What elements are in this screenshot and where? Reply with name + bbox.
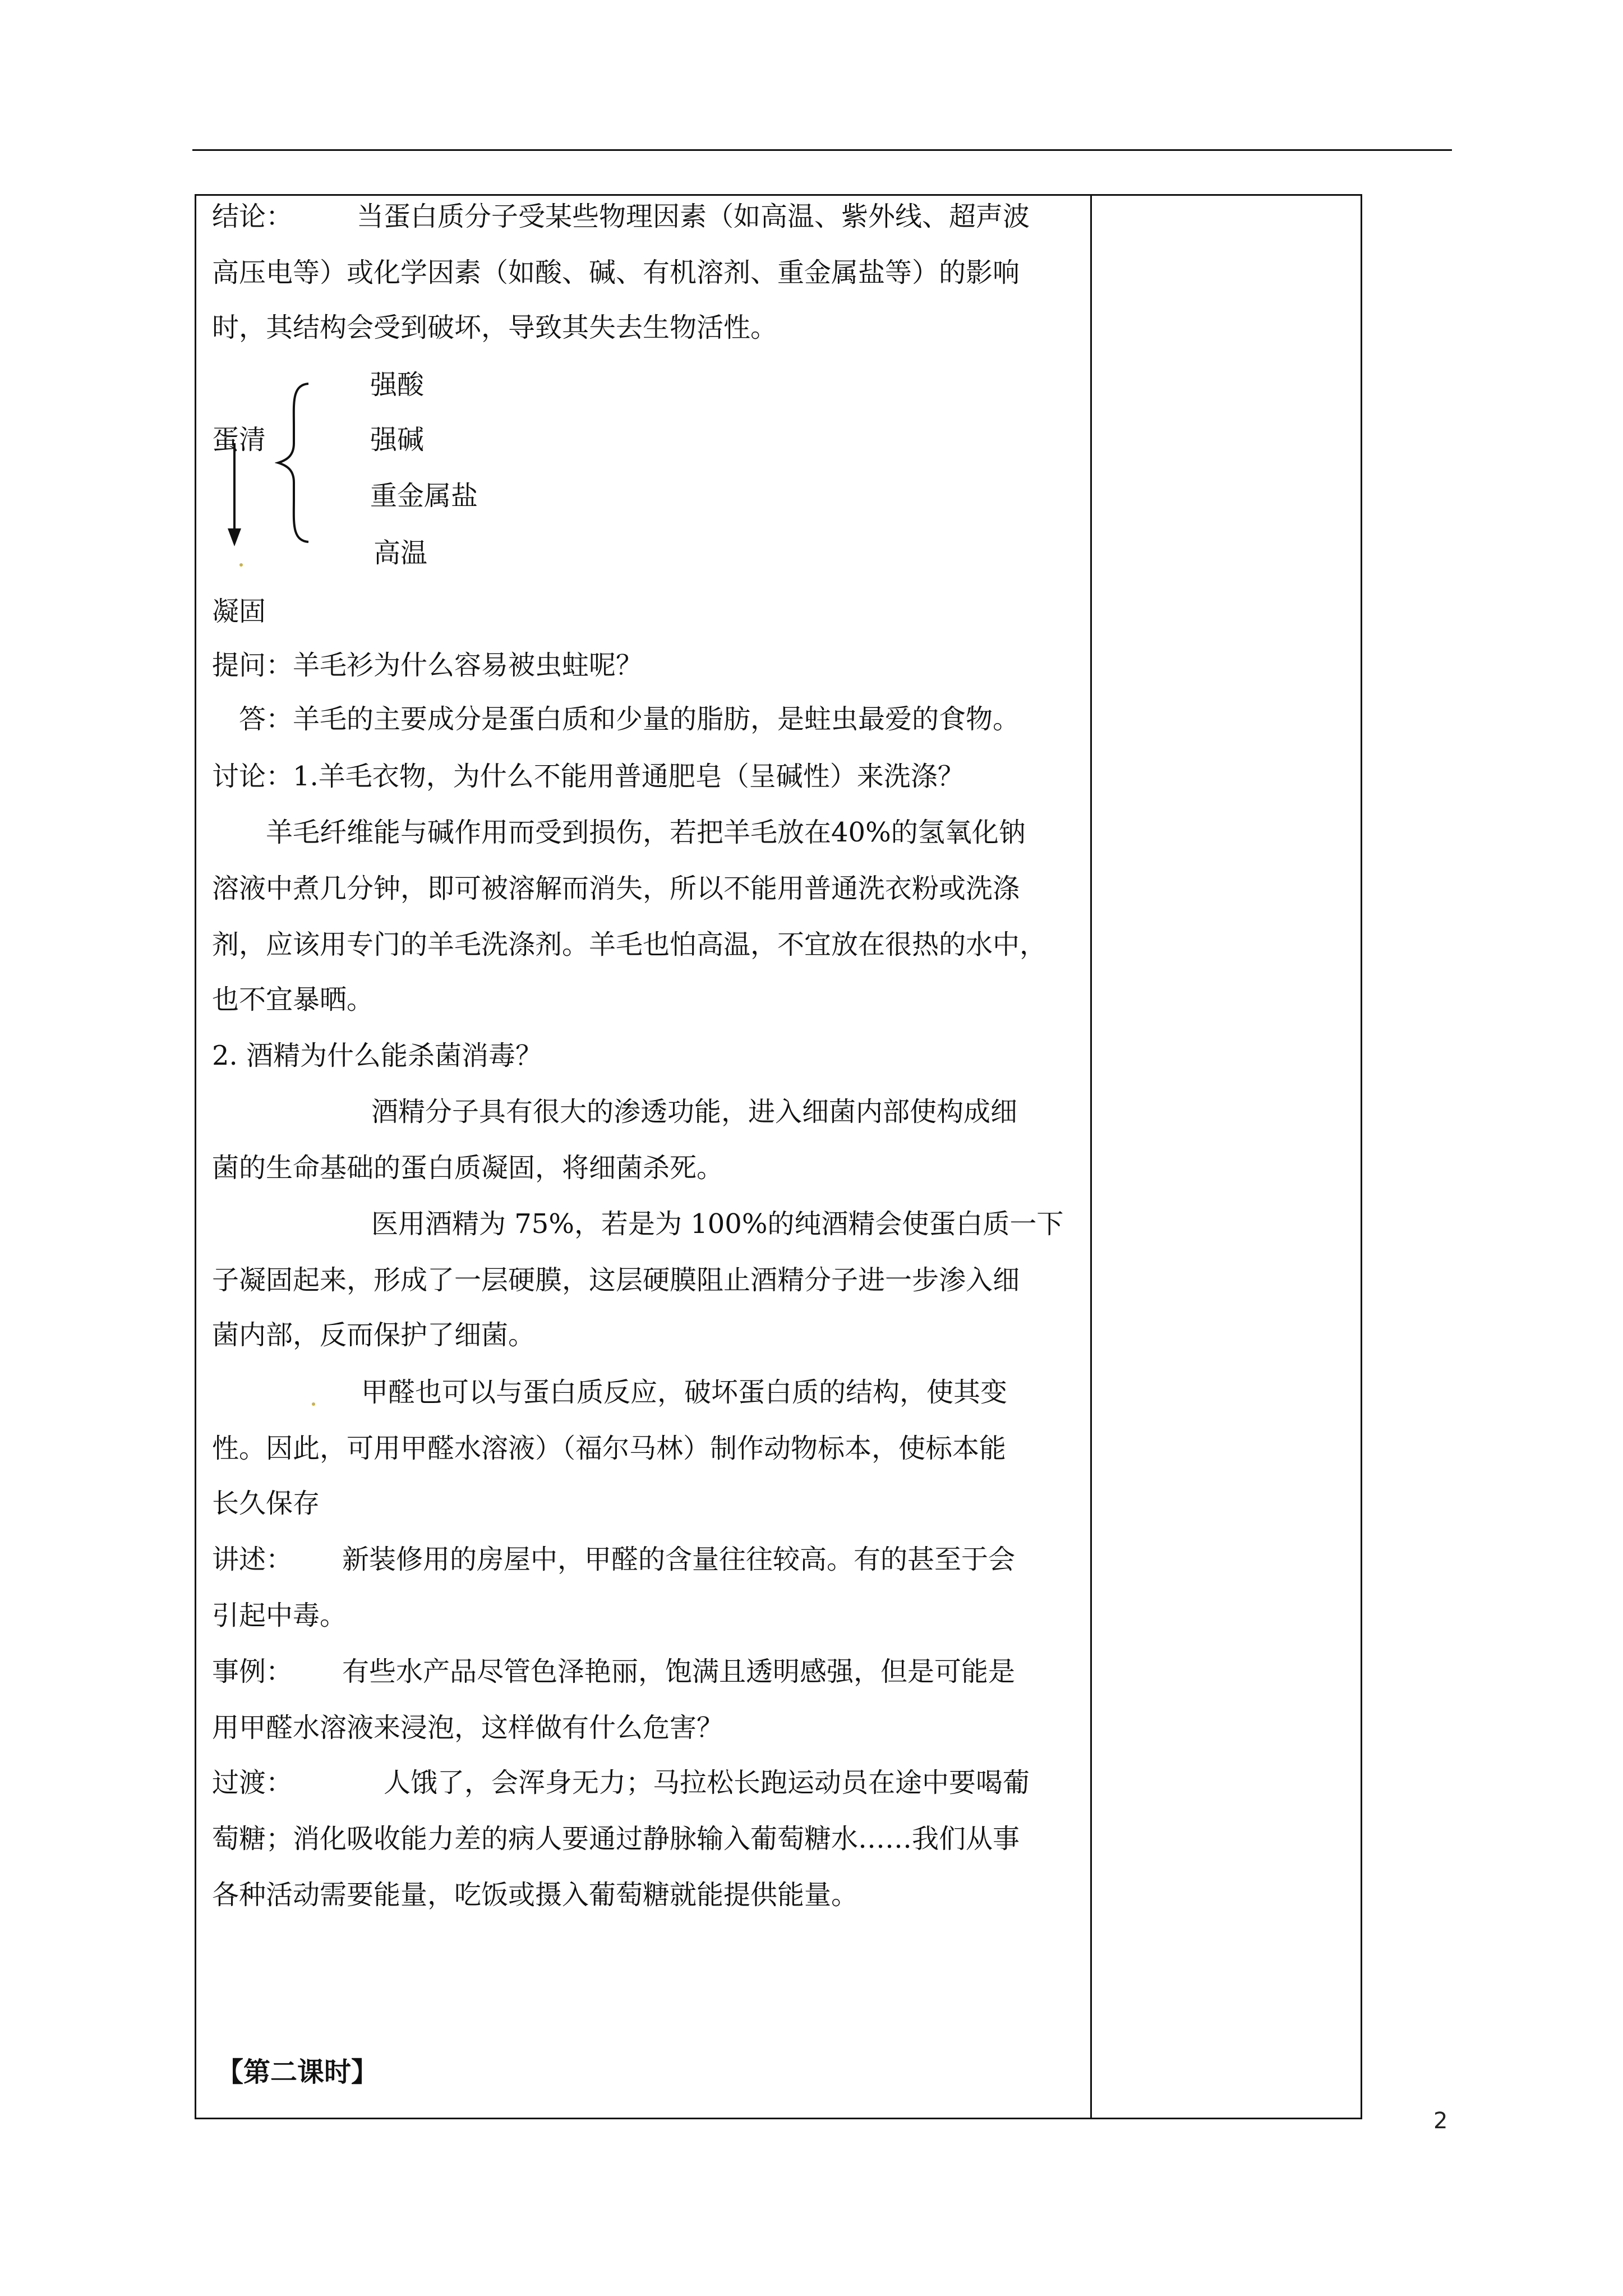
stray-dot-mark (239, 563, 243, 567)
narration-label: 讲述： (212, 1544, 293, 1575)
discussion-answer-1-line-4: 也不宜暴晒。 (212, 984, 374, 1015)
narration-line-2: 引起中毒。 (212, 1600, 347, 1631)
diagram-result-coagulation: 凝固 (212, 596, 266, 627)
transition-line-1 (212, 1766, 1030, 1800)
discussion-answer-1-line-2: 溶液中煮几分钟，即可被溶解而消失，所以不能用普通洗衣粉或洗涤 (212, 873, 1020, 904)
diagram-item-strong-acid: 强酸 (370, 369, 425, 401)
conclusion-label: 结论： (212, 201, 293, 232)
table-column-divider (1090, 194, 1092, 2119)
formaldehyde-para-line-1: 甲醛也可以与蛋白质反应，破坏蛋白质的结构，使其变 (361, 1377, 1008, 1408)
down-arrow-icon (223, 443, 246, 550)
conclusion-line-1 (212, 200, 1030, 233)
diagram-item-heavy-metal-salt: 重金属盐 (370, 480, 478, 512)
diagram-item-strong-base: 强碱 (370, 424, 425, 455)
header-rule (192, 149, 1452, 151)
stray-dot-mark-2 (312, 1402, 315, 1406)
transition-line-3: 各种活动需要能量，吃饭或摄入葡萄糖就能提供能量。 (212, 1879, 859, 1911)
formaldehyde-para-line-3: 长久保存 (212, 1488, 320, 1519)
conclusion-line-3: 时，其结构会受到破坏，导致其失去生物活性。 (212, 312, 778, 343)
narration-line-1 (212, 1543, 1016, 1576)
answer-line: 答：羊毛的主要成分是蛋白质和少量的脂肪，是蛀虫最爱的食物。 (239, 703, 1020, 735)
discussion-answer-1-line-3: 剂，应该用专门的羊毛洗涤剂。羊毛也怕高温，不宜放在很热的水中， (212, 929, 1047, 960)
example-text-1: 有些水产品尽管色泽艳丽，饱满且透明感强，但是可能是 (342, 1656, 1016, 1687)
example-label: 事例： (212, 1656, 293, 1687)
alcohol-para-2-line-1: 医用酒精为 75%，若是为 100%的纯酒精会使蛋白质一下 (371, 1208, 1064, 1240)
alcohol-para-1-line-1: 酒精分子具有很大的渗透功能，进入细菌内部使构成细 (371, 1096, 1018, 1128)
diagram-source-egg-white: 蛋清 (212, 424, 266, 455)
conclusion-text-1: 当蛋白质分子受某些物理因素（如高温、紫外线、超声波 (357, 201, 1030, 232)
alcohol-para-2-line-3: 菌内部，反而保护了细菌。 (212, 1319, 536, 1351)
example-line-1 (212, 1655, 1016, 1688)
second-lesson-heading: 【第二课时】 (216, 2056, 379, 2088)
diagram-item-high-temp: 高温 (374, 537, 428, 569)
discussion-answer-1-line-1: 羊毛纤维能与碱作用而受到损伤，若把羊毛放在40%的氢氧化钠 (266, 817, 1026, 848)
transition-label: 过渡： (212, 1767, 293, 1798)
transition-line-2: 萄糖；消化吸收能力差的病人要通过静脉输入葡萄糖水……我们从事 (212, 1823, 1020, 1855)
transition-text-1: 人饿了，会浑身无力；马拉松长跑运动员在途中要喝葡 (384, 1767, 1030, 1798)
page-number: 2 (1433, 2108, 1448, 2134)
discussion-question-1: 讨论：1.羊毛衣物，为什么不能用普通肥皂（呈碱性）来洗涤？ (212, 761, 965, 792)
alcohol-para-2-line-2: 子凝固起来，形成了一层硬膜，这层硬膜阻止酒精分子进一步渗入细 (212, 1264, 1020, 1296)
conclusion-line-2: 高压电等）或化学因素（如酸、碱、有机溶剂、重金属盐等）的影响 (212, 257, 1020, 288)
brace-icon (275, 381, 314, 544)
discussion-question-2: 2. 酒精为什么能杀菌消毒？ (212, 1040, 543, 1071)
alcohol-para-1-line-2: 菌的生命基础的蛋白质凝固，将细菌杀死。 (212, 1152, 724, 1184)
question-line: 提问：羊毛衫为什么容易被虫蛀呢？ (212, 650, 643, 681)
narration-text-1: 新装修用的房屋中，甲醛的含量往往较高。有的甚至于会 (342, 1544, 1016, 1575)
example-line-2: 用甲醛水溶液来浸泡，这样做有什么危害？ (212, 1712, 724, 1743)
formaldehyde-para-line-2: 性。因此，可用甲醛水溶液）（福尔马林）制作动物标本，使标本能 (212, 1433, 1007, 1464)
